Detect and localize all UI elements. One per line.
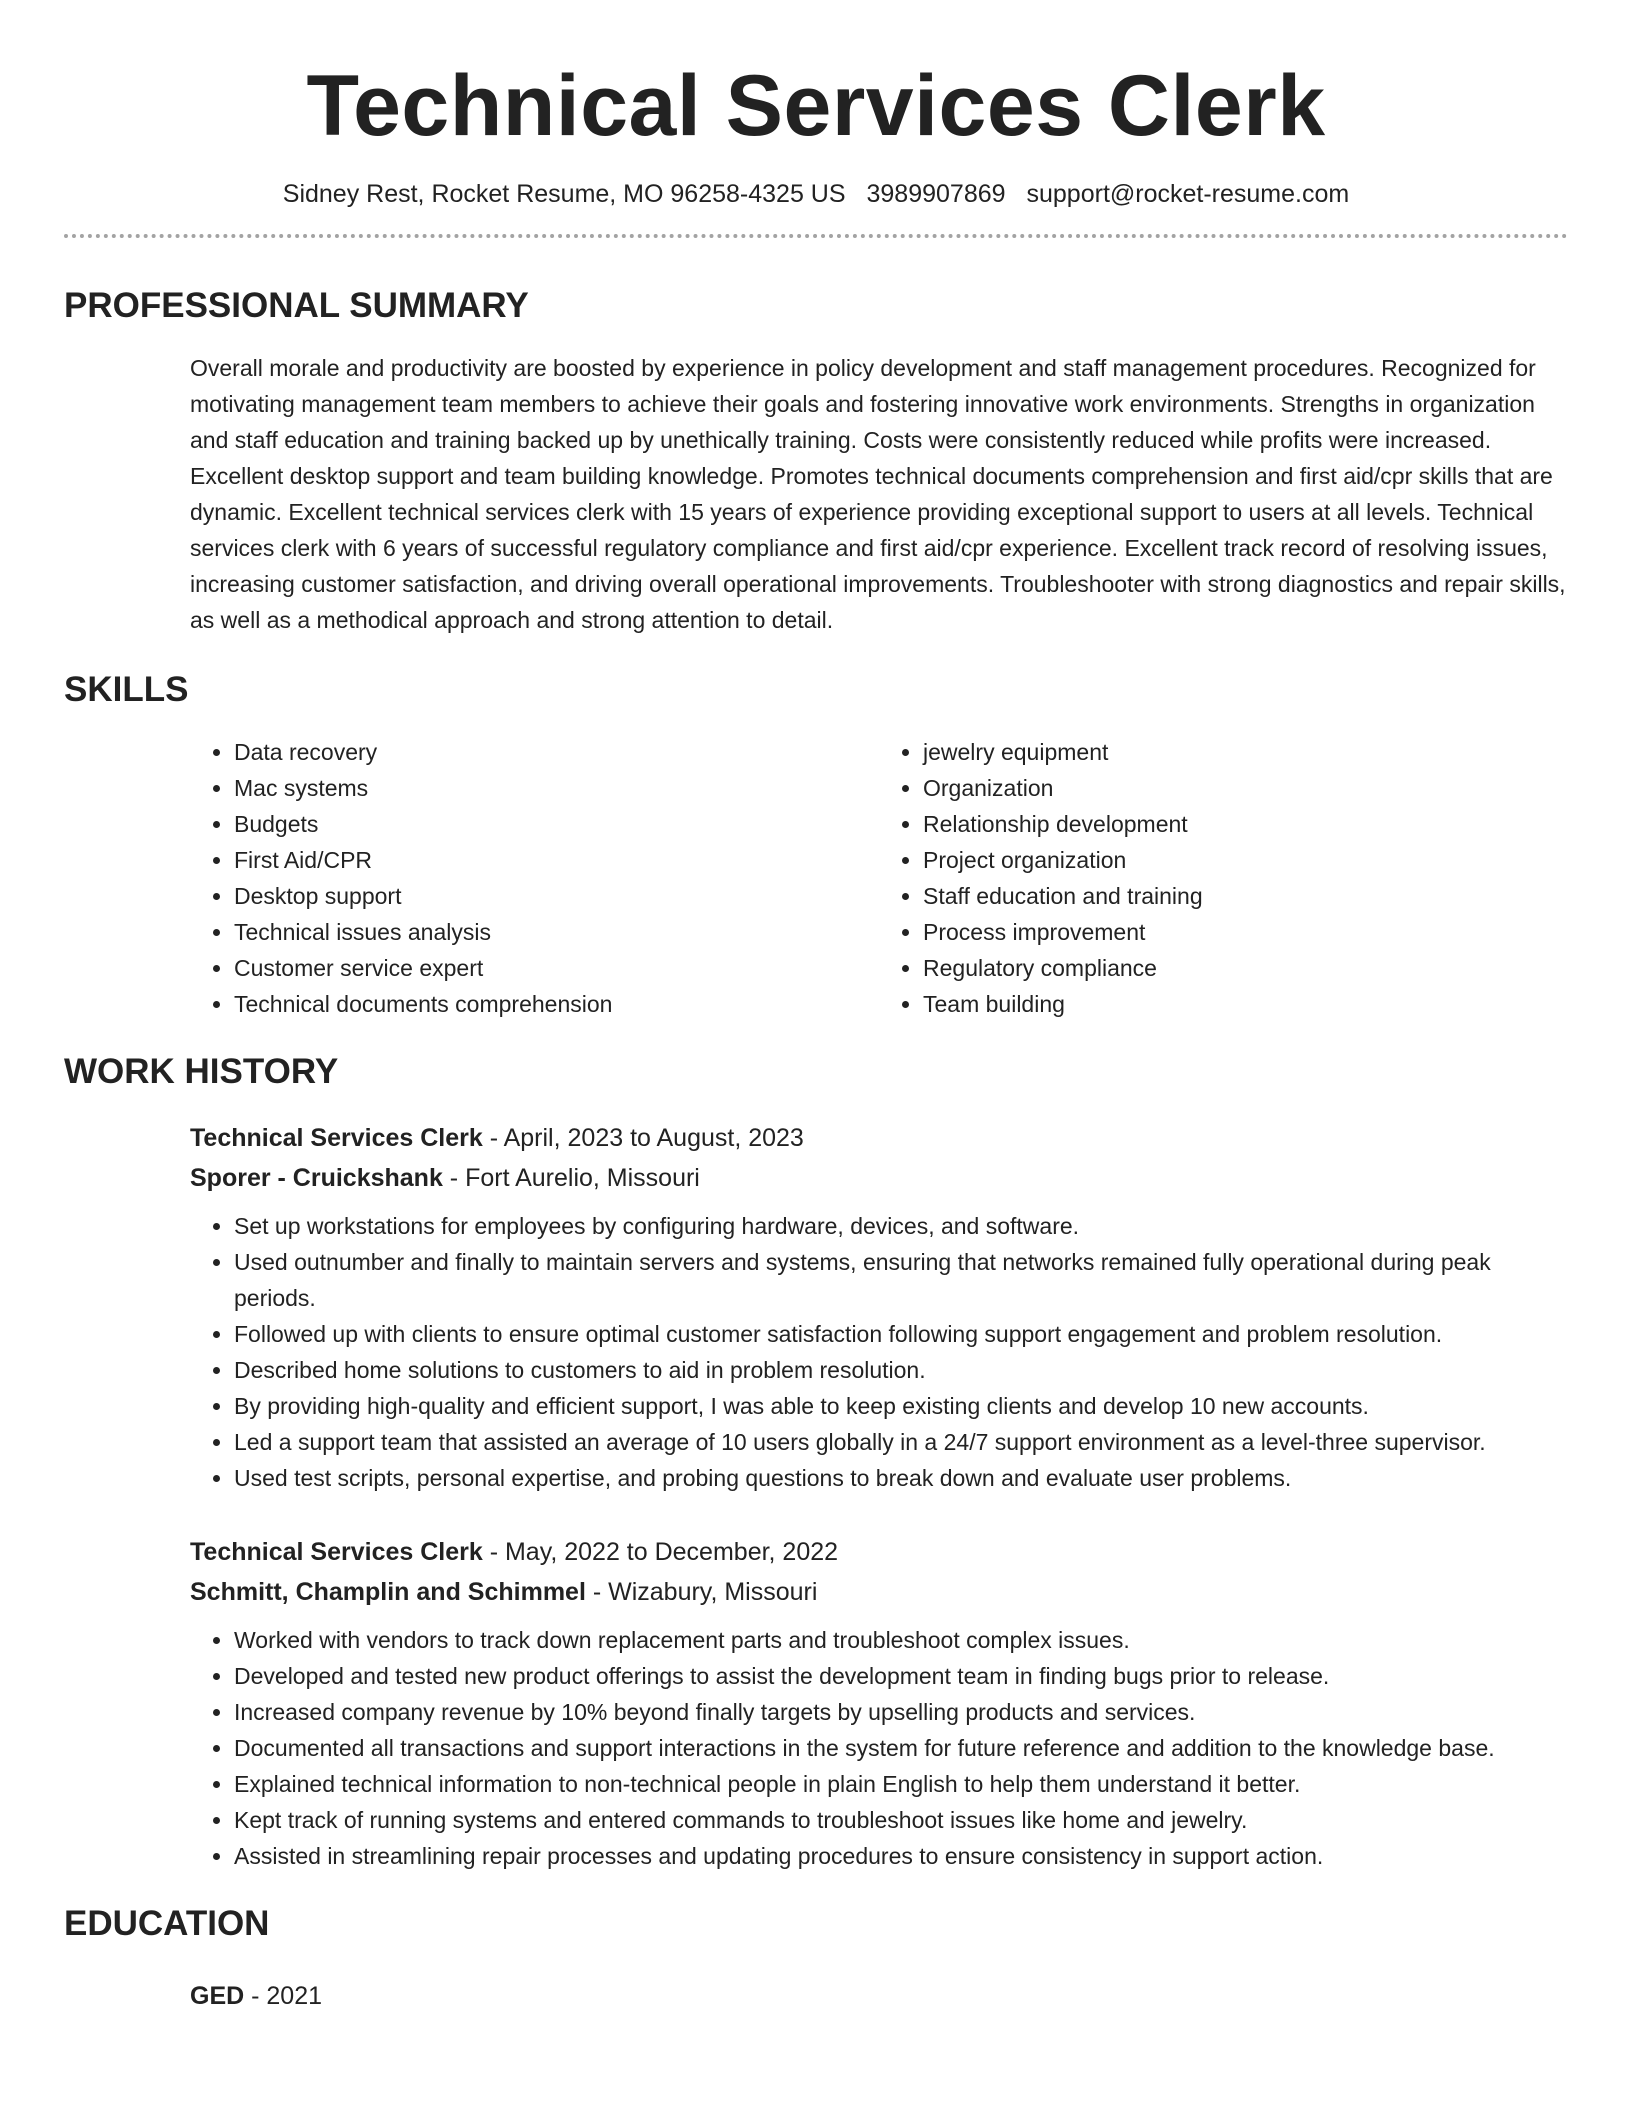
- job-bullet: • Assisted in streamlining repair processes and updating procedures to ensure consistency in support action.: [234, 1838, 1568, 1874]
- job-bullet: • Set up workstations for employees by configuring hardware, devices, and software.: [234, 1208, 1568, 1244]
- job-bullet: • Documented all transactions and support interactions in the system for future reference and addition to the knowledge base.: [234, 1730, 1568, 1766]
- skill-item: • Data recovery: [234, 734, 879, 770]
- skill-item: • Customer service expert: [234, 950, 879, 986]
- address: Sidney Rest, Rocket Resume, MO 96258-4325 US: [282, 180, 846, 208]
- education-entry: [190, 1976, 1568, 2016]
- job-bullet: • Led a support team that assisted an average of 10 users globally in a 24/7 support environment as a level-three supervisor.: [234, 1424, 1568, 1460]
- skills-list-left: [190, 734, 879, 1022]
- job-role: Technical Services Clerk: [190, 1124, 483, 1152]
- job-entry: [190, 1118, 1568, 1496]
- summary-section: [190, 350, 1568, 638]
- skill-item: • jewelry equipment: [923, 734, 1568, 770]
- summary-text: Overall morale and productivity are boosted by experience in policy development and staff management procedures. Recognized for motivating management team members to achieve their goals and fostering innovative work environments. Strengths in organization and staff education and training backed up by unethically training. Costs were consistently reduced while profits were increased. Excellent desktop support and team building knowledge. Promotes technical documents comprehension and first aid/cpr skills that are dynamic. Excellent technical services clerk with 15 years of experience providing exceptional support to users at all levels. Technical services clerk with 6 years of successful regulatory compliance and first aid/cpr experience. Excellent track record of resolving issues, increasing customer satisfaction, and driving overall operational improvements. Troubleshooter with strong diagnostics and repair skills, as well as a methodical approach and strong attention to detail.: [190, 355, 1566, 633]
- skill-item: • Budgets: [234, 806, 879, 842]
- job-bullet: • Explained technical information to non-technical people in plain English to help them understand it better.: [234, 1766, 1568, 1802]
- job-bullet: • Worked with vendors to track down replacement parts and troubleshoot complex issues.: [234, 1622, 1568, 1658]
- job-bullet: • Used test scripts, personal expertise, and probing questions to break down and evaluate user problems.: [234, 1460, 1568, 1496]
- job-company: Schmitt, Champlin and Schimmel: [190, 1578, 586, 1606]
- job-title-line: [190, 1118, 1568, 1158]
- job-bullet: • Increased company revenue by 10% beyond finally targets by upselling products and services.: [234, 1694, 1568, 1730]
- work-history-heading: WORK HISTORY: [64, 1052, 339, 1091]
- work-history-section: [190, 1118, 1568, 1874]
- job-role: Technical Services Clerk: [190, 1538, 483, 1566]
- job-bullet: • Kept track of running systems and entered commands to troubleshoot issues like home and jewelry.: [234, 1802, 1568, 1838]
- job-company: Sporer - Cruickshank: [190, 1164, 443, 1192]
- skill-item: • Technical documents comprehension: [234, 986, 879, 1022]
- skill-item: • Organization: [923, 770, 1568, 806]
- job-location: - Wizabury, Missouri: [585, 1578, 818, 1606]
- education-section: [190, 1976, 1568, 2016]
- skill-item: • First Aid/CPR: [234, 842, 879, 878]
- skill-item: • Staff education and training: [923, 878, 1568, 914]
- job-entry: [190, 1532, 1568, 1874]
- job-bullets: [190, 1622, 1568, 1874]
- skill-item: • Regulatory compliance: [923, 950, 1568, 986]
- skills-section: [190, 734, 1568, 1022]
- email[interactable]: support@rocket-resume.com: [1026, 180, 1350, 208]
- education-degree: GED: [190, 1982, 245, 2010]
- job-dates: - May, 2022 to December, 2022: [482, 1538, 839, 1566]
- job-bullets: [190, 1208, 1568, 1496]
- job-bullet: • Described home solutions to customers to aid in problem resolution.: [234, 1352, 1568, 1388]
- contact-line: [64, 178, 1568, 210]
- job-bullet: • Followed up with clients to ensure optimal customer satisfaction following support engagement and problem resolution.: [234, 1316, 1568, 1352]
- header-divider: [64, 234, 1568, 238]
- skills-list-right: [879, 734, 1568, 1022]
- job-bullet: • By providing high-quality and efficient support, I was able to keep existing clients and develop 10 new accounts.: [234, 1388, 1568, 1424]
- job-bullet: • Used outnumber and finally to maintain servers and systems, ensuring that networks remained fully operational during peak periods.: [234, 1244, 1568, 1316]
- education-heading: EDUCATION: [64, 1904, 270, 1943]
- job-dates: - April, 2023 to August, 2023: [482, 1124, 804, 1152]
- summary-heading: PROFESSIONAL SUMMARY: [64, 286, 529, 325]
- skills-heading: SKILLS: [64, 670, 189, 709]
- skill-item: • Team building: [923, 986, 1568, 1022]
- skill-item: • Process improvement: [923, 914, 1568, 950]
- job-bullet: • Developed and tested new product offerings to assist the development team in finding bugs prior to release.: [234, 1658, 1568, 1694]
- job-company-line: [190, 1572, 1568, 1612]
- skill-item: • Relationship development: [923, 806, 1568, 842]
- skill-item: • Project organization: [923, 842, 1568, 878]
- job-location: - Fort Aurelio, Missouri: [442, 1164, 700, 1192]
- resume-name: Technical Services Clerk: [306, 58, 1326, 154]
- education-year: - 2021: [244, 1982, 323, 2010]
- skill-item: • Desktop support: [234, 878, 879, 914]
- skill-item: • Mac systems: [234, 770, 879, 806]
- job-title-line: [190, 1532, 1568, 1572]
- phone: 3989907869: [866, 180, 1006, 208]
- skill-item: • Technical issues analysis: [234, 914, 879, 950]
- job-company-line: [190, 1158, 1568, 1198]
- resume-page: [64, 0, 1568, 2016]
